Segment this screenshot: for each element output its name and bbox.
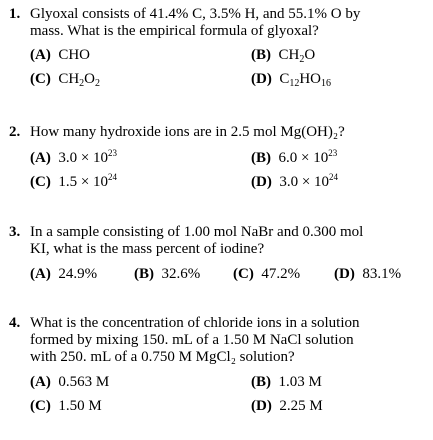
question-line: Glyoxal consists of 41.4% C, 3.5% H, and 55.1% O by [30, 6, 361, 22]
choice-b[interactable]: (B) 32.6% [134, 266, 201, 282]
question-1 [9, 6, 427, 95]
question-line: with 250. mL of a 0.750 M MgCl₂ solution? [30, 349, 295, 365]
choice-a[interactable]: (A) CHO [30, 47, 90, 63]
question-line: KI, what is the mass percent of iodine? [30, 241, 265, 257]
question-text [30, 315, 427, 366]
choices-row-1 [30, 47, 427, 71]
choice-d[interactable]: (D) $3.0 \times 10^{24}$ [251, 172, 339, 190]
question-number: 4. [9, 315, 21, 331]
choice-c[interactable]: (C) 1.50 M [30, 398, 102, 414]
question-text [30, 6, 427, 40]
choice-c[interactable]: (C) $1.5 \times 10^{24}$ [30, 172, 118, 190]
question-number: 2. [9, 124, 21, 140]
choice-d[interactable]: (D) 83.1% [334, 266, 402, 282]
question-3 [9, 224, 427, 290]
choices-row-2 [30, 398, 427, 422]
question-4 [9, 315, 427, 422]
choices-row-1 [30, 266, 427, 290]
choice-d[interactable]: (D) $C_{12}HO_{16}$ [251, 71, 332, 89]
choice-a[interactable]: (A) $3.0 \times 10^{23}$ [30, 148, 118, 166]
choice-b[interactable]: (B) 1.03 M [251, 374, 322, 390]
choices-row-2 [30, 174, 427, 198]
question-line: What is the concentration of chloride ions in a solution [30, 315, 360, 331]
question-text [30, 224, 427, 258]
question-line: mass. What is the empirical formula of glyoxal? [30, 23, 319, 39]
choices-row-2 [30, 71, 427, 95]
question-number: 3. [9, 224, 21, 240]
question-line: In a sample consisting of 1.00 mol NaBr and 0.300 mol [30, 224, 364, 240]
choice-b[interactable]: (B) $CH_2O$ [251, 47, 316, 65]
question-2 [9, 124, 427, 198]
question-line: How many hydroxide ions are in 2.5 mol Mg(OH)₂? [30, 124, 345, 140]
choices-row-1 [30, 150, 427, 174]
choice-b[interactable]: (B) $6.0 \times 10^{23}$ [251, 148, 338, 166]
choice-c[interactable]: (C) 47.2% [233, 266, 301, 282]
question-line: formed by mixing 150. mL of a 1.50 M NaCl solution [30, 332, 354, 348]
choice-a[interactable]: (A) 24.9% [30, 266, 98, 282]
choice-a[interactable]: (A) 0.563 M [30, 374, 110, 390]
question-text [30, 124, 427, 141]
question-number: 1. [9, 6, 21, 22]
choice-d[interactable]: (D) 2.25 M [251, 398, 323, 414]
choices-row-1 [30, 374, 427, 398]
choice-c[interactable]: (C) $CH_2O_2$ [30, 71, 101, 89]
